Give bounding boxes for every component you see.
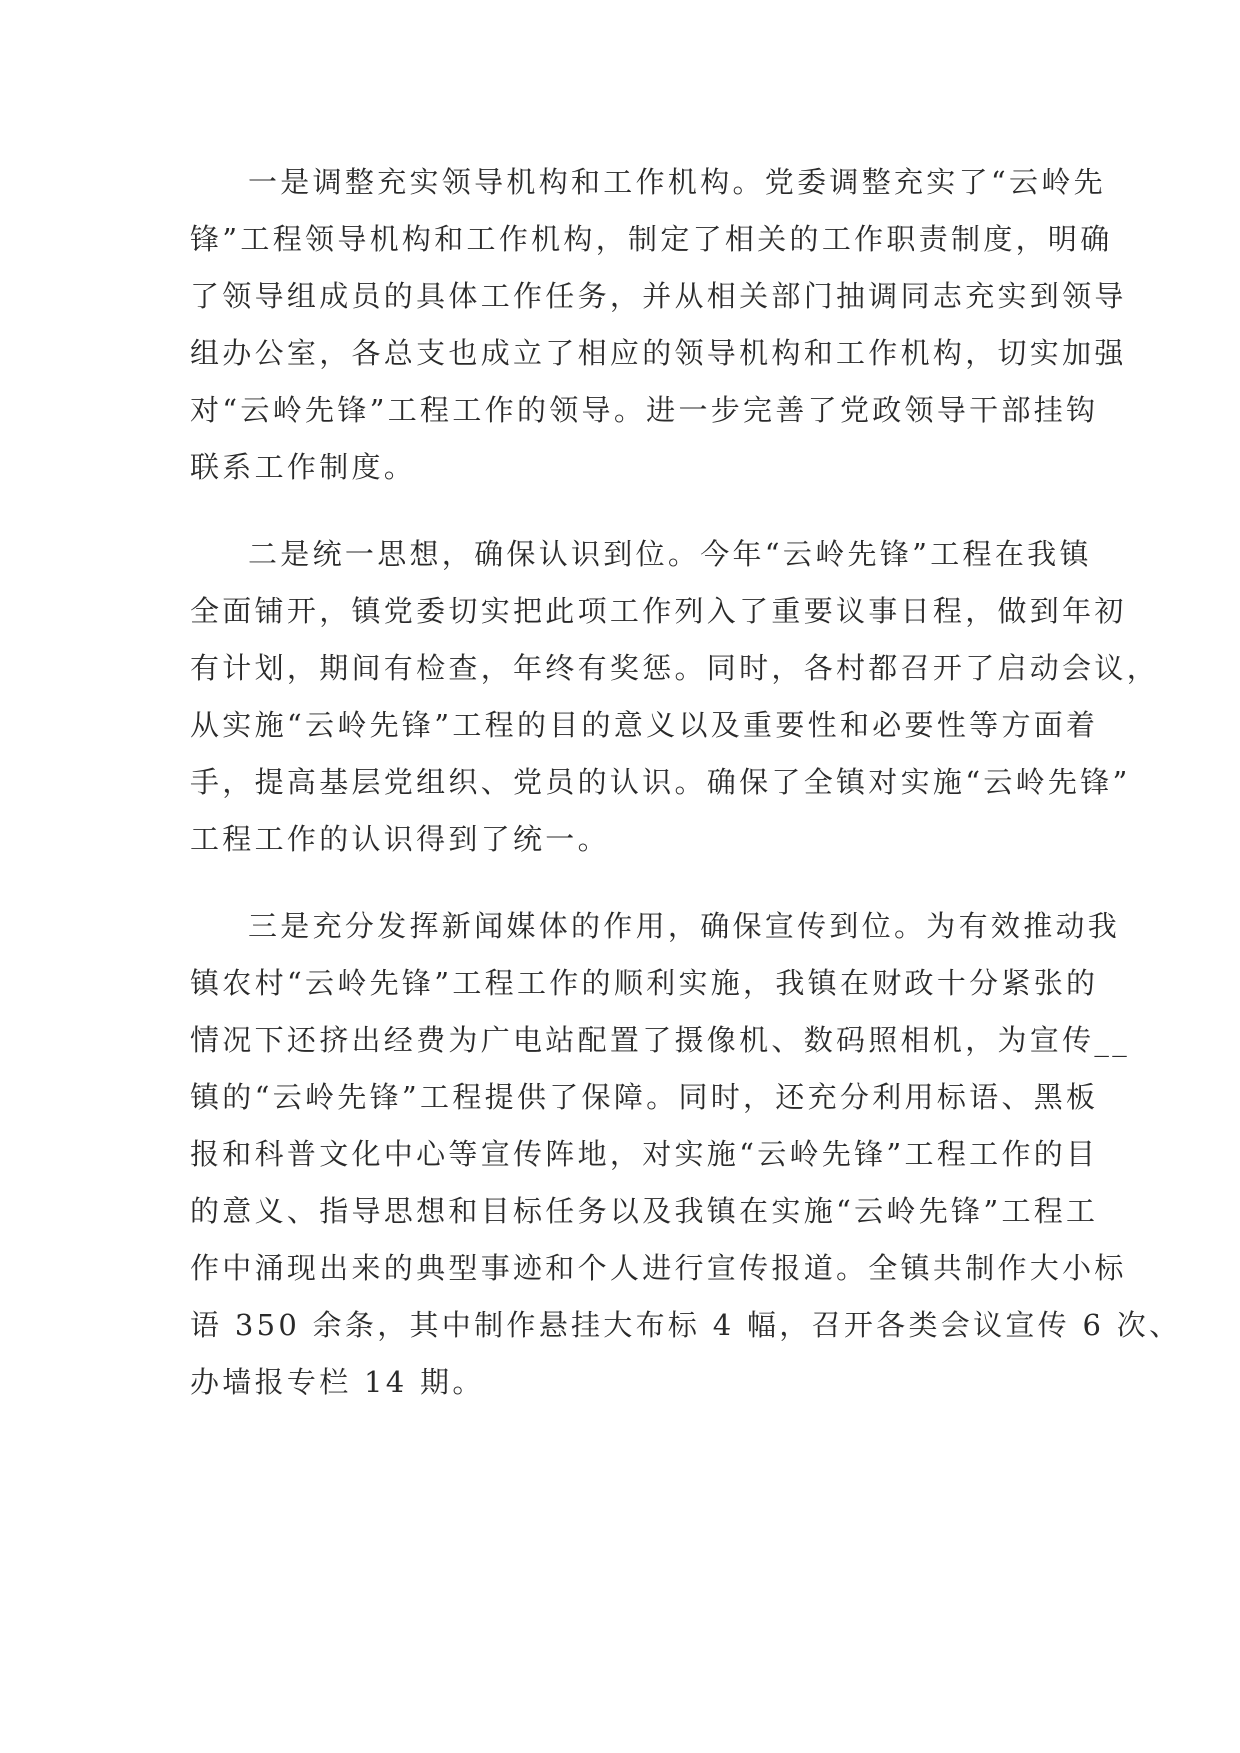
text-line: 对“云岭先锋”工程工作的领导。进一步完善了党政领导干部挂钩: [190, 393, 1099, 427]
text-line: 有计划，期间有检查，年终有奖惩。同时，各村都召开了启动会议，: [190, 651, 1160, 685]
text-line: 办墙报专栏 14 期。: [190, 1365, 485, 1399]
text-line: 了领导组成员的具体工作任务，并从相关部门抽调同志充实到领导: [190, 279, 1127, 313]
text-line: 镇的“云岭先锋”工程提供了保障。同时，还充分利用标语、黑板: [190, 1080, 1099, 1114]
text-line: 全面铺开，镇党委切实把此项工作列入了重要议事日程，做到年初: [190, 594, 1127, 628]
text-line: 从实施“云岭先锋”工程的目的意义以及重要性和必要性等方面着: [190, 708, 1099, 742]
text-line: 组办公室，各总支也成立了相应的领导机构和工作机构，切实加强: [190, 336, 1127, 370]
text-line: 报和科普文化中心等宣传阵地，对实施“云岭先锋”工程工作的目: [190, 1137, 1099, 1171]
text-line: 作中涌现出来的典型事迹和个人进行宣传报道。全镇共制作大小标: [190, 1251, 1127, 1285]
text-line: 语 350 余条，其中制作悬挂大布标 4 幅，召开各类会议宣传 6 次、: [190, 1308, 1182, 1342]
text-line: 一是调整充实领导机构和工作机构。党委调整充实了“云岭先: [248, 165, 1106, 199]
text-line: 锋”工程领导机构和工作机构，制定了相关的工作职责制度，明确: [190, 222, 1113, 256]
text-line: 手，提高基层党组织、党员的认识。确保了全镇对实施“云岭先锋”: [190, 765, 1131, 799]
text-line: 工程工作的认识得到了统一。: [190, 822, 610, 856]
text-line: 的意义、指导思想和目标任务以及我镇在实施“云岭先锋”工程工: [190, 1194, 1099, 1228]
text-line: 三是充分发挥新闻媒体的作用，确保宣传到位。为有效推动我: [248, 909, 1121, 943]
text-line: 情况下还挤出经费为广电站配置了摄像机、数码照相机，为宣传__: [190, 1023, 1131, 1057]
text-line: 镇农村“云岭先锋”工程工作的顺利实施，我镇在财政十分紧张的: [190, 966, 1099, 1000]
text-line: 二是统一思想，确保认识到位。今年“云岭先锋”工程在我镇: [248, 537, 1092, 571]
text-line: 联系工作制度。: [190, 450, 417, 484]
